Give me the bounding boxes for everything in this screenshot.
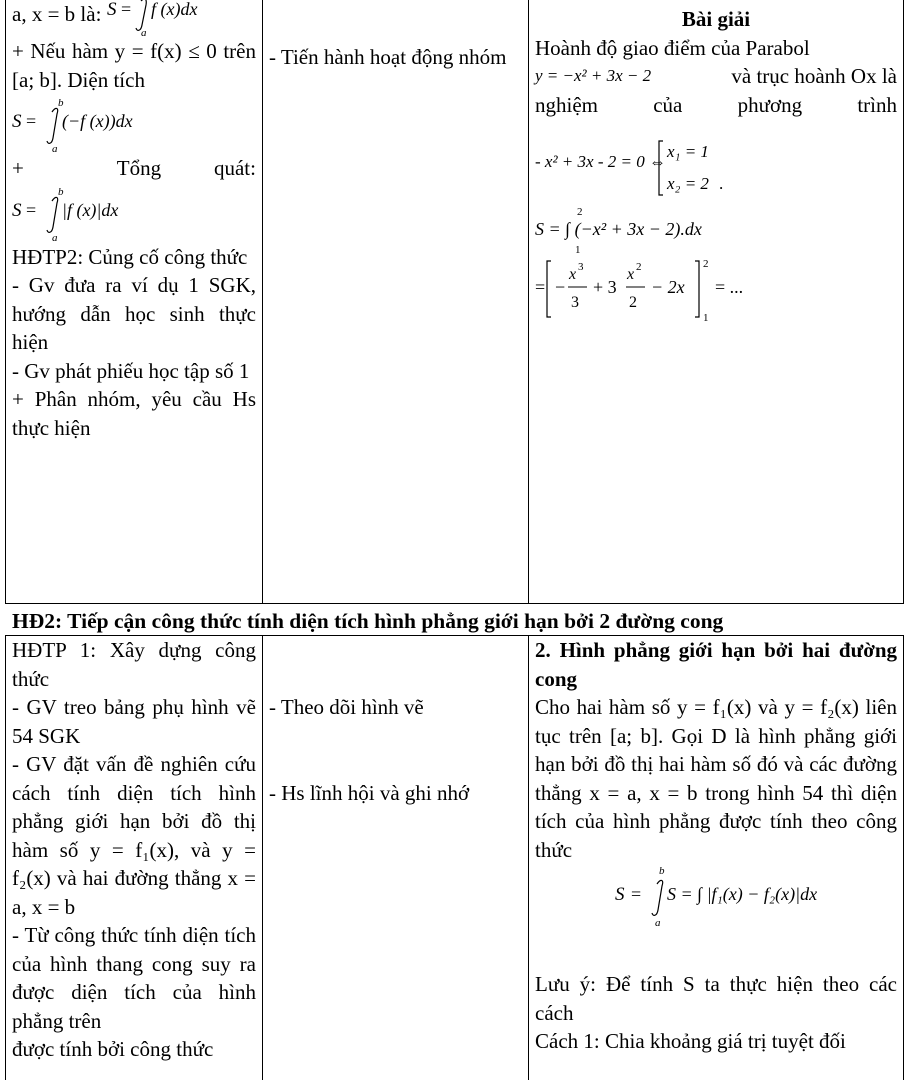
line-top-formula (12, 0, 256, 37)
lower-limit-a: a (141, 27, 147, 37)
svg-text:|f (x)|dx: |f (x)|dx (62, 199, 119, 220)
svg-text:f (x)dx: f (x)dx (151, 0, 198, 19)
antiderivative-result: = ... (715, 277, 744, 297)
svg-text:=: = (26, 199, 37, 220)
svg-text:3: 3 (571, 294, 579, 311)
split-groups: + Phân nhóm, yêu cầu Hs thực hiện (12, 387, 256, 440)
root-1: x₁ = 1 (667, 142, 709, 161)
svg-text:2: 2 (629, 294, 637, 311)
area-integral-text: S = ∫ (−x² + 3x − 2).dx (535, 219, 702, 239)
cut-bottom-left: được tính bởi công thức (12, 1037, 214, 1061)
receive-note: - Hs lĩnh hội và ghi nhớ (269, 780, 470, 805)
integral-neg-formula (12, 94, 152, 154)
svg-text:−: − (555, 277, 566, 297)
area-integral (535, 205, 895, 255)
svg-text:1: 1 (703, 312, 709, 324)
equation-left: - x² + 3x - 2 = 0 ⇔ (535, 152, 666, 171)
group-activity: - Tiến hành hoạt động nhóm (269, 45, 507, 69)
upper-limit-2: 2 (577, 206, 583, 218)
antiderivative (535, 255, 895, 325)
content-cell (529, 0, 904, 604)
svg-text:S: S (12, 199, 22, 221)
svg-text:=: = (631, 884, 642, 904)
student-activity-cell-2 (263, 636, 529, 1080)
root-2: x₂ = 2 (667, 174, 709, 193)
svg-text:(−f (x))dx: (−f (x))dx (62, 111, 133, 131)
section-title: 2. Hình phẳng giới hạn bởi hai đường cong (535, 638, 897, 691)
svg-text:S: S (615, 884, 625, 905)
gv-board: - GV treo bảng phụ hình vẽ 54 SGK (12, 695, 256, 748)
intersection-text: Hoành độ giao điểm của Parabol (535, 35, 810, 60)
svg-text:x: x (569, 266, 577, 283)
svg-text:=: = (535, 277, 546, 297)
teacher-activity-cell (6, 0, 263, 604)
line-top-text: a, x = b là: (12, 1, 102, 26)
parabola-formula: y = −x² + 3x − 2 (535, 66, 652, 85)
svg-text:x: x (627, 266, 635, 283)
solution-title: Bài giải (681, 7, 751, 31)
svg-text:.: . (719, 174, 724, 193)
gv-example: - Gv đưa ra ví dụ 1 SGK, hướng dẫn học sinh thực hiện (12, 273, 256, 354)
hdtp2-heading: HĐTP2: Củng cố công thức (12, 244, 248, 269)
svg-text:S: S (12, 111, 22, 132)
given-text: Cho hai hàm số y = f₁(x) và y = f₂(x) liên tục trên [a; b]. Gọi D là hình phẳng giới hạn bởi đồ thị hai hàm số đó và các đường thẳng x = a, x = b trong hình 54 thì diện tích của hình phẳng được tính theo công thức (535, 695, 897, 862)
note-text: Lưu ý: Để tính S ta thực hiện theo các cách (535, 972, 897, 1025)
formula-eq: = (121, 0, 132, 19)
svg-text:2: 2 (636, 261, 642, 273)
svg-text:=: = (26, 111, 37, 131)
svg-text:3: 3 (578, 261, 584, 273)
svg-text:+ 3: + 3 (593, 277, 617, 297)
svg-text:b: b (58, 185, 64, 198)
svg-text:a: a (52, 231, 58, 243)
svg-text:− 2x: − 2x (651, 277, 685, 297)
hdtp1-heading: HĐTP 1: Xây dựng công thức (12, 638, 256, 691)
svg-text:a: a (655, 917, 661, 928)
lesson-table-1 (5, 0, 904, 604)
formula-S: S (107, 0, 117, 20)
integral-abs-formula (12, 183, 152, 243)
two-curve-formula (535, 864, 895, 928)
svg-text:2: 2 (703, 258, 709, 270)
lower-limit-a-2: a (52, 143, 58, 154)
equation-system (535, 119, 895, 205)
svg-text:b: b (659, 865, 665, 877)
hd2-heading: HĐ2: Tiếp cận công thức tính diện tích hình phẳng giới hạn bởi 2 đường cong (12, 609, 724, 633)
student-activity-cell (263, 0, 529, 604)
content-cell-2 (529, 636, 904, 1080)
root-of-line: nghiệm của phương trình (535, 92, 897, 117)
gv-problem: - GV đặt vấn đề nghiên cứu cách tính diện tích hình phẳng giới hạn bởi đồ thị hàm số y = f₁(x), và y = f₂(x) và hai đường thẳng x = a, x = b (12, 752, 256, 919)
follow-drawing: - Theo dõi hình vẽ (269, 695, 424, 719)
bullet-general: + Tổng quát: (12, 156, 256, 180)
lower-limit-1: 1 (575, 244, 581, 255)
teacher-activity-cell-2 (6, 636, 263, 1080)
bullet-negative: + Nếu hàm y = f(x) ≤ 0 trên [a; b]. Diện tích (12, 39, 256, 92)
lesson-table-2 (5, 635, 904, 1080)
two-curve-formula-text: S = ∫ |f₁(x) − f₂(x)|dx (667, 884, 818, 904)
gv-sheet: - Gv phát phiếu học tập số 1 (12, 358, 250, 383)
cut-bottom-right: Cách 1: Chia khoảng giá trị tuyệt đối (535, 1029, 846, 1053)
integral-f-formula (105, 0, 235, 37)
upper-limit-b: b (58, 97, 64, 109)
parabola-line (535, 62, 897, 91)
from-formula: - Từ công thức tính diện tích của hình thang cong suy ra được diện tích của hình phẳng trên (12, 923, 256, 1033)
and-axis-text: và trục hoành Ox là (731, 64, 897, 88)
